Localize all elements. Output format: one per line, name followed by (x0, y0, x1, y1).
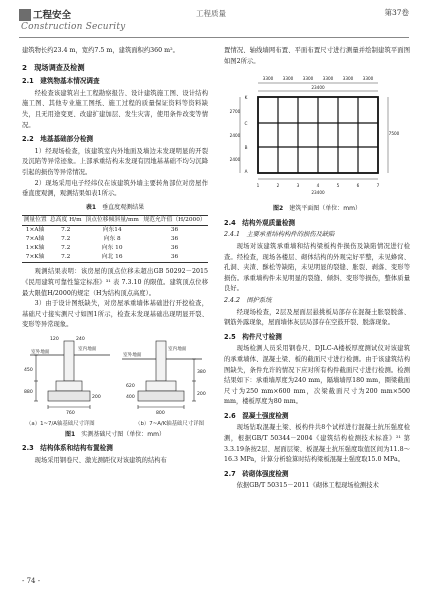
bottom-total-dim: 23400 (311, 190, 325, 196)
figure-1 (22, 335, 208, 427)
floor-plan-drawing (224, 73, 410, 197)
left-column (22, 46, 208, 467)
top-dim: 3300 (362, 76, 374, 82)
intro-text: 建筑物长约23.4 m，宽约7.5 m，建筑面积约360 m²。 (22, 47, 179, 54)
dim-a-wall-2: 120 (50, 336, 59, 342)
axis-number: 7 (376, 183, 380, 189)
heading-2-4: 2.4 结构外观质量检测 (224, 218, 296, 227)
foundation-detail-drawing (22, 335, 208, 415)
heading-2-4-2: 2.4.2 围护系统 (224, 296, 272, 304)
label-outdoor-ground-b: 室外地面 (123, 352, 142, 358)
table-header-row (22, 216, 208, 226)
paragraph-2-2-a: 1）经现场检查，该建筑室内外地面及墙边未发现明显的开裂及沉陷等异常迹象。上部承重结构未发现有因地基基础不均匀沉降引起的损伤等异常情况。 (22, 147, 208, 176)
figure-1a-caption: （a）1~7/A轴基础尺寸详图 (26, 421, 95, 428)
paragraph-2-4-1: 现场对该建筑承重墙和结构梁板构件损伤及缺陷情况进行检查。经检查，现场各楼层、砌体结构的外观完好平整，未见蜂窝、孔洞、夹渣、酥松等缺陷，未见明显的裂缝、胀裂、剥落、变形等损伤。承重墙构件未见明显的裂缝、倾斜、变形等损伤，整体质量良好。 (224, 242, 410, 293)
figure-1-caption: 图1 实测基础尺寸图（单位：mm） (65, 430, 165, 438)
dim-a-width: 760 (66, 410, 75, 415)
table-1-caption: 表1 垂直度观测结果 (85, 203, 145, 211)
top-total-dim: 23400 (311, 85, 325, 91)
dim-a-h3: 200 (92, 394, 101, 400)
paragraph-continued: 置情况、轴线墙网布置、平面布置尺寸进行测量并绘制建筑平面图如图2所示。 (224, 47, 410, 65)
paragraph-2-7: 依据GB/T 50315－2011《砌体工程现场检测技术 (236, 482, 379, 490)
heading-2-2: 2.2 地基基础部分检测 (22, 135, 94, 144)
table-header: 规范允许值（H/2000） (143, 217, 206, 224)
paragraph-2-1: 经检查该建筑岩土工程勘察报告、设计建筑施工图、设计结构施工图、其他专业施工图纸、施工过程的质量保证资料等资料缺失，且无用途变更、改建扩建加层、发生灾害，使用条件改变等情况。 (22, 89, 208, 129)
label-outdoor-ground-a: 室外地面 (31, 349, 50, 355)
heading-section-2: 2 现场调查及检测 (22, 62, 85, 72)
heading-2-6: 2.6 混凝土强度检测 (224, 411, 289, 420)
axis-letter: A (244, 169, 248, 175)
axis-letter: C (244, 121, 248, 127)
figure-1b-caption: （b）7~A/K轴基础尺寸详图 (135, 421, 204, 428)
left-dim: 2400 (229, 133, 241, 139)
journal-logo-icon (19, 9, 31, 21)
paragraph-2-6: 现场钻取混凝土梁、板构件共8个试样进行混凝土抗压强度检测，根据GB/T 50344－2004《建筑结构检测技术标准》²¹ 第3.3.19条按2层、屋面层梁、板混凝土抗压强度取值区间为11.8～16.3 MPa，计算分析验算时结构梁板混凝土强度取15.0 MPa。 (224, 424, 410, 464)
axis-letter: K (244, 95, 248, 101)
axis-number: 5 (336, 183, 340, 189)
paragraph-2-3: 现场采用钢卷尺、激光测距仪对该建筑的结构布 (34, 457, 167, 465)
left-dim: 2700 (229, 109, 241, 115)
heading-2-4-1: 2.4.1 主要承重结构构件的损伤及缺陷 (224, 231, 335, 239)
right-total-dim: 7500 (388, 131, 400, 137)
axis-number: 6 (356, 183, 360, 189)
dim-b-left: 620 (126, 383, 135, 389)
heading-2-1: 2.1 建筑物基本情况调查 (22, 77, 100, 86)
table-row: 7×A轴 7.2 向东 8 36 (25, 236, 179, 243)
table-row: 1×A轴 7.2 向东14 36 (25, 227, 179, 234)
top-dim: 3300 (282, 76, 294, 82)
top-dim: 3300 (342, 76, 354, 82)
page-header (0, 0, 427, 44)
dim-a-h1: 450 (24, 367, 33, 373)
left-dim: 2400 (229, 157, 241, 163)
top-dim: 3300 (262, 76, 274, 82)
paragraph-2-5: 现场检测人员采用钢卷尺、DJLC-A楼板厚度测试仪对该建筑的承重墙体、混凝土梁、板的截面尺寸进行检测。由于该建筑结构图缺失，条件允许的情况下应对所有构件截面尺寸进行检测。检测结果如下：承重墙厚度为240 mm，隔墙墙厚180 mm，圈梁截面尺寸为250 mm×600 mm，次梁截面尺寸为200 mm×500 mm，楼板厚度为80 mm。 (224, 345, 410, 406)
axis-number: 4 (316, 183, 320, 189)
header-divider (19, 37, 409, 38)
verticality-table (22, 215, 208, 263)
journal-title: 工程安全 (33, 10, 72, 21)
label-indoor-floor-a: 室内地面 (78, 346, 97, 352)
heading-2-5: 2.5 构件尺寸检测 (224, 332, 282, 341)
figure-2-caption: 图2 建筑平面图（单位：mm） (273, 205, 361, 213)
top-dim: 3300 (322, 76, 334, 82)
table-row: 7×K轴 7.2 向北 16 36 (22, 253, 208, 263)
dim-b-h1: 380 (197, 369, 206, 375)
figure-2 (224, 73, 410, 201)
heading-2-7: 2.7 砖砌体强度检测 (224, 469, 289, 478)
page-number: - 74 - (22, 577, 41, 585)
dim-b-right: 400 (126, 394, 135, 400)
table-header: 顶点位移倾斜量/mm (85, 217, 139, 224)
table-header: 测量位置 (23, 217, 47, 224)
axis-number: 2 (276, 183, 280, 189)
right-column (224, 46, 410, 492)
dim-b-h2: 200 (197, 391, 206, 397)
paragraph-2-4-2: 经现场检查，2层及屋面层悬挑板局部存在混凝土胀裂脱落、钢筋外露现象，屋面墙体灰层局部存在空鼓开裂、脱落现象。 (224, 308, 410, 327)
dim-b-width: 800 (156, 410, 165, 415)
axis-number: 1 (256, 183, 260, 189)
top-dim: 3300 (302, 76, 314, 82)
paragraph-2-2-d: 3）由于设计图纸缺失，对房屋承重墙体基础进行开挖检查，基础尺寸接实测尺寸如图1所示，检查未发现基础出现明显开裂、变形等异常现象。 (22, 300, 208, 329)
paragraph-2-2-c: 观测结果表明：该房屋的顶点位移未超出GB 50292－2015《民用建筑可靠性鉴定标准》³¹ 表 7.3.10 的限值。建筑顶点位移最大限值H/2000的规定（H为结构顶点高度）。 (22, 268, 208, 297)
figure-1-subcaptions (22, 419, 208, 430)
volume-label: 第37卷 (384, 8, 409, 17)
dim-a-h2: 880 (24, 389, 33, 395)
dim-a-wall-1: 240 (76, 336, 85, 342)
heading-2-3: 2.3 结构体系和结构布置检测 (22, 444, 113, 453)
table-header: 总高度 H/m (49, 217, 82, 224)
paragraph-2-2-b: 2）现场采用电子经纬仪在该建筑外墙主要转角部位对房屋作垂直度观测，观测结果如表1所示。 (22, 179, 208, 198)
section-label: 工程质量 (196, 9, 226, 18)
table-row: 1×K轴 7.2 向东 10 36 (25, 245, 179, 252)
axis-number: 3 (296, 183, 300, 189)
journal-english-title: Construction Security (21, 22, 126, 32)
label-indoor-floor-b: 室内地面 (168, 346, 187, 352)
axis-letter: B (244, 145, 248, 151)
